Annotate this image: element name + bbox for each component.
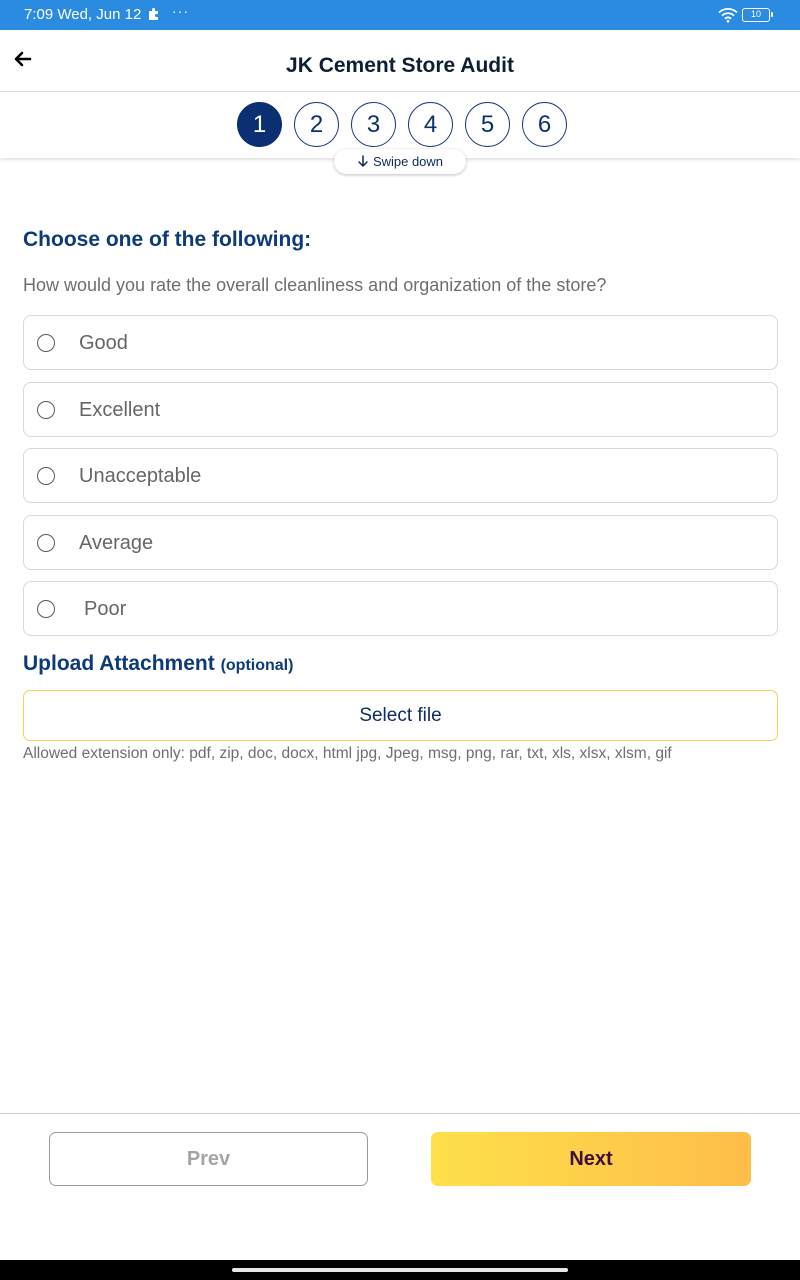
arrow-down-icon: [357, 155, 369, 168]
select-file-button[interactable]: Select file: [23, 690, 778, 741]
step-5[interactable]: 5: [465, 102, 510, 147]
option-excellent[interactable]: [23, 382, 778, 437]
question-text: How would you rate the overall cleanliness and organization of the store?: [23, 275, 607, 295]
wifi-icon: [718, 7, 738, 23]
app-header: [0, 30, 800, 92]
system-nav-bar: [0, 1260, 800, 1280]
swipe-down-hint[interactable]: [334, 149, 466, 174]
option-label: Unacceptable: [79, 465, 202, 487]
radio-icon[interactable]: [37, 600, 55, 618]
status-time: 7:09 Wed, Jun 12: [24, 6, 142, 23]
step-1[interactable]: 1: [237, 102, 282, 147]
step-6[interactable]: 6: [522, 102, 567, 147]
option-good[interactable]: [23, 315, 778, 370]
upload-optional-tag: (optional): [220, 657, 294, 674]
footer-divider: [0, 1113, 800, 1114]
upload-heading: [23, 652, 293, 676]
radio-icon[interactable]: [37, 467, 55, 485]
radio-icon[interactable]: [37, 534, 55, 552]
answer-options: [23, 315, 778, 648]
gesture-handle[interactable]: [232, 1268, 568, 1272]
next-button[interactable]: Next: [431, 1132, 751, 1186]
status-overflow: ···: [172, 3, 189, 19]
page-title: JK Cement Store Audit: [286, 54, 514, 77]
step-3[interactable]: 3: [351, 102, 396, 147]
option-label: Good: [79, 332, 128, 354]
upload-title: Upload Attachment: [23, 652, 215, 675]
option-poor[interactable]: [23, 581, 778, 636]
option-label: Average: [79, 531, 154, 554]
status-bar: [0, 0, 800, 30]
step-2[interactable]: 2: [294, 102, 339, 147]
swipe-hint-label: Swipe down: [372, 154, 444, 169]
prev-button[interactable]: Prev: [49, 1132, 368, 1186]
step-4[interactable]: 4: [408, 102, 453, 147]
radio-icon[interactable]: [37, 401, 55, 419]
question-heading: Choose one of the following:: [23, 228, 312, 251]
option-label: Poor: [84, 598, 127, 620]
option-average[interactable]: [23, 515, 778, 570]
puzzle-icon: [147, 7, 161, 21]
battery-icon: 10: [742, 8, 770, 22]
option-label: Excellent: [79, 398, 161, 421]
option-unacceptable[interactable]: [23, 448, 778, 503]
radio-icon[interactable]: [37, 334, 55, 352]
allowed-extensions-text: Allowed extension only: pdf, zip, doc, docx, html jpg, Jpeg, msg, png, rar, txt, xls, xlsx, xlsm, gif: [23, 745, 672, 762]
